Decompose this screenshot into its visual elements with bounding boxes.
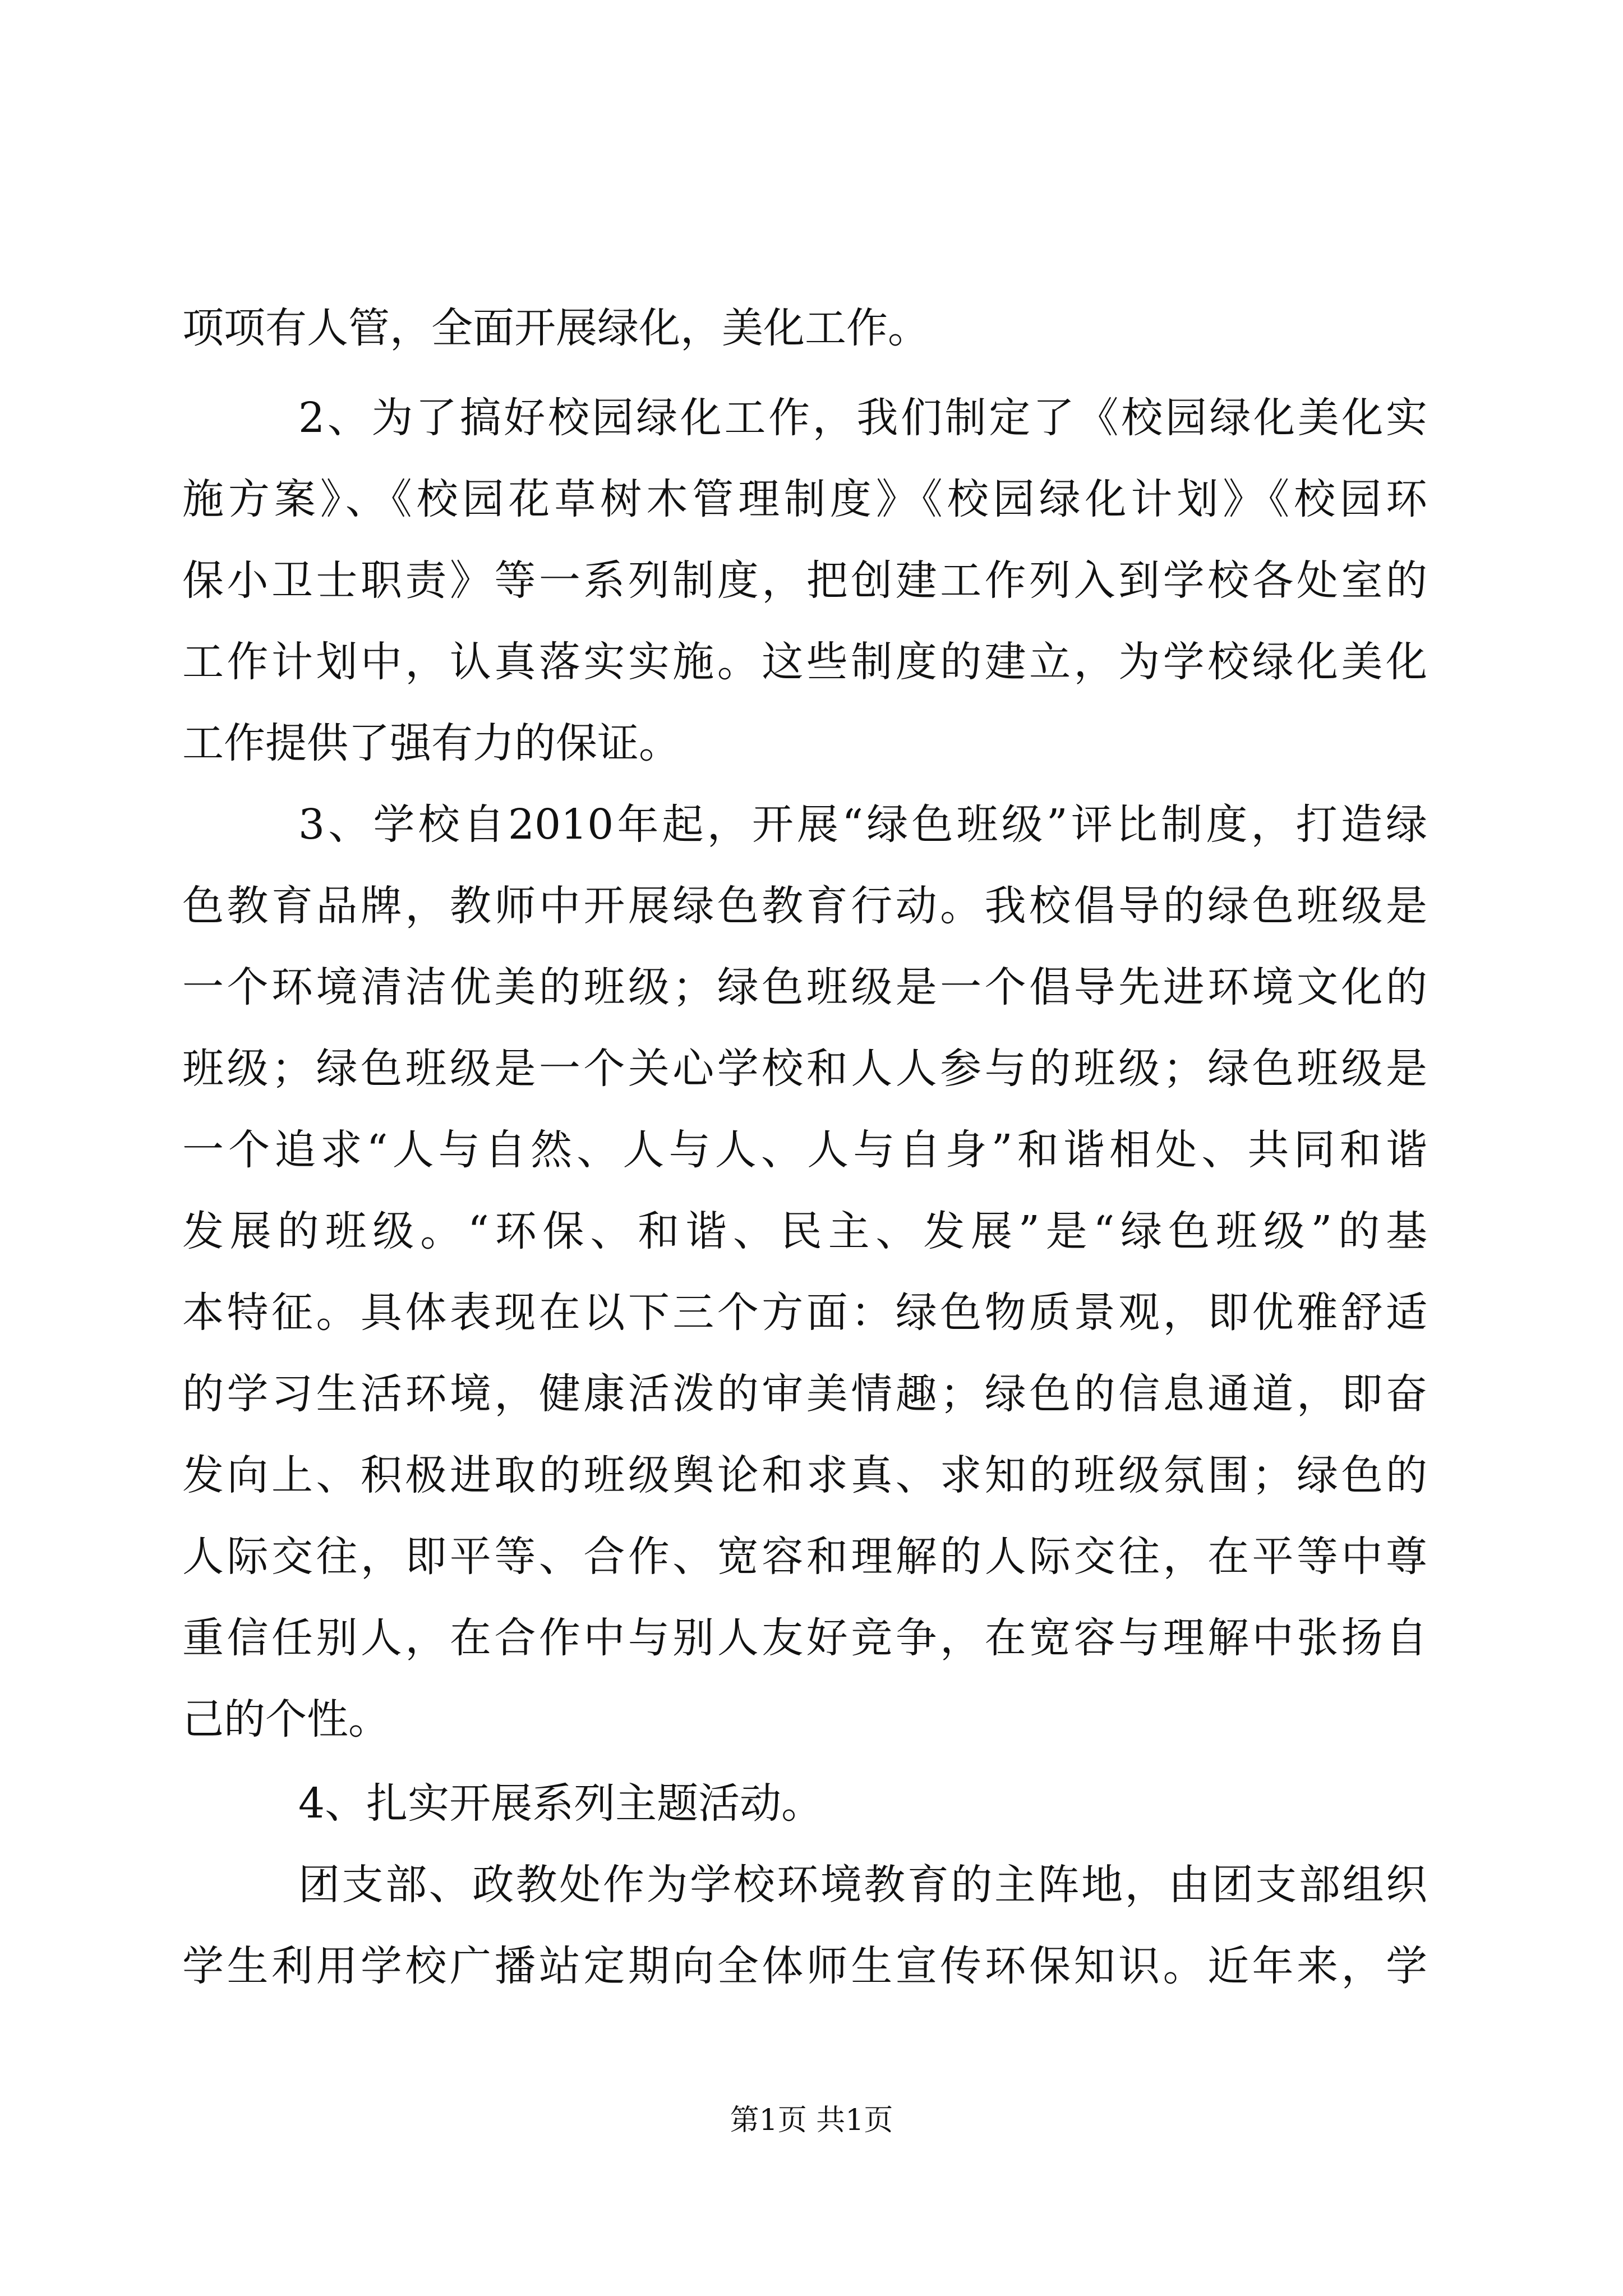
page-number-footer: 第1页 共1页 (730, 2104, 893, 2137)
text-line: 一个追求“人与自然、人与人、人与自身”和谐相处、共同和谐 (182, 1126, 1427, 1174)
text-line: 项项有人管，全面开展绿化，美化工作。 (182, 304, 929, 352)
text-line: 人际交往，即平等、合作、宽容和理解的人际交往，在平等中尊 (182, 1533, 1427, 1581)
text-line: 工作提供了强有力的保证。 (182, 719, 680, 767)
text-line: 施方案》、《校园花草树木管理制度》《校园绿化计划》《校园环 (182, 475, 1427, 523)
text-line: 学生利用学校广播站定期向全体师生宣传环保知识。近年来，学 (182, 1942, 1427, 1990)
text-line: 发展的班级。“环保、和谐、民主、发展”是“绿色班级”的基 (182, 1207, 1427, 1255)
text-line: 3、学校自2010年起，开展“绿色班级”评比制度，打造绿 (298, 800, 1427, 849)
text-line: 2、为了搞好校园绿化工作，我们制定了《校园绿化美化实 (298, 394, 1427, 442)
text-line: 一个环境清洁优美的班级；绿色班级是一个倡导先进环境文化的 (182, 963, 1427, 1011)
text-line: 团支部、政教处作为学校环境教育的主阵地，由团支部组织 (298, 1861, 1427, 1909)
text-line: 的学习生活环境，健康活泼的审美情趣；绿色的信息通道，即奋 (182, 1370, 1427, 1418)
text-line: 工作计划中，认真落实实施。这些制度的建立，为学校绿化美化 (182, 638, 1427, 686)
text-line: 保小卫士职责》等一系列制度，把创建工作列入到学校各处室的 (182, 556, 1427, 605)
text-line: 色教育品牌，教师中开展绿色教育行动。我校倡导的绿色班级是 (182, 882, 1427, 930)
text-line: 重信任别人，在合作中与别人友好竞争，在宽容与理解中张扬自 (182, 1614, 1427, 1662)
text-line: 本特征。具体表现在以下三个方面：绿色物质景观，即优雅舒适 (182, 1289, 1427, 1337)
text-line: 4、扎实开展系列主题活动。 (298, 1779, 823, 1828)
text-line: 己的个性。 (182, 1695, 390, 1743)
text-line: 班级；绿色班级是一个关心学校和人人参与的班级；绿色班级是 (182, 1045, 1427, 1093)
text-line: 发向上、积极进取的班级舆论和求真、求知的班级氛围；绿色的 (182, 1451, 1427, 1499)
